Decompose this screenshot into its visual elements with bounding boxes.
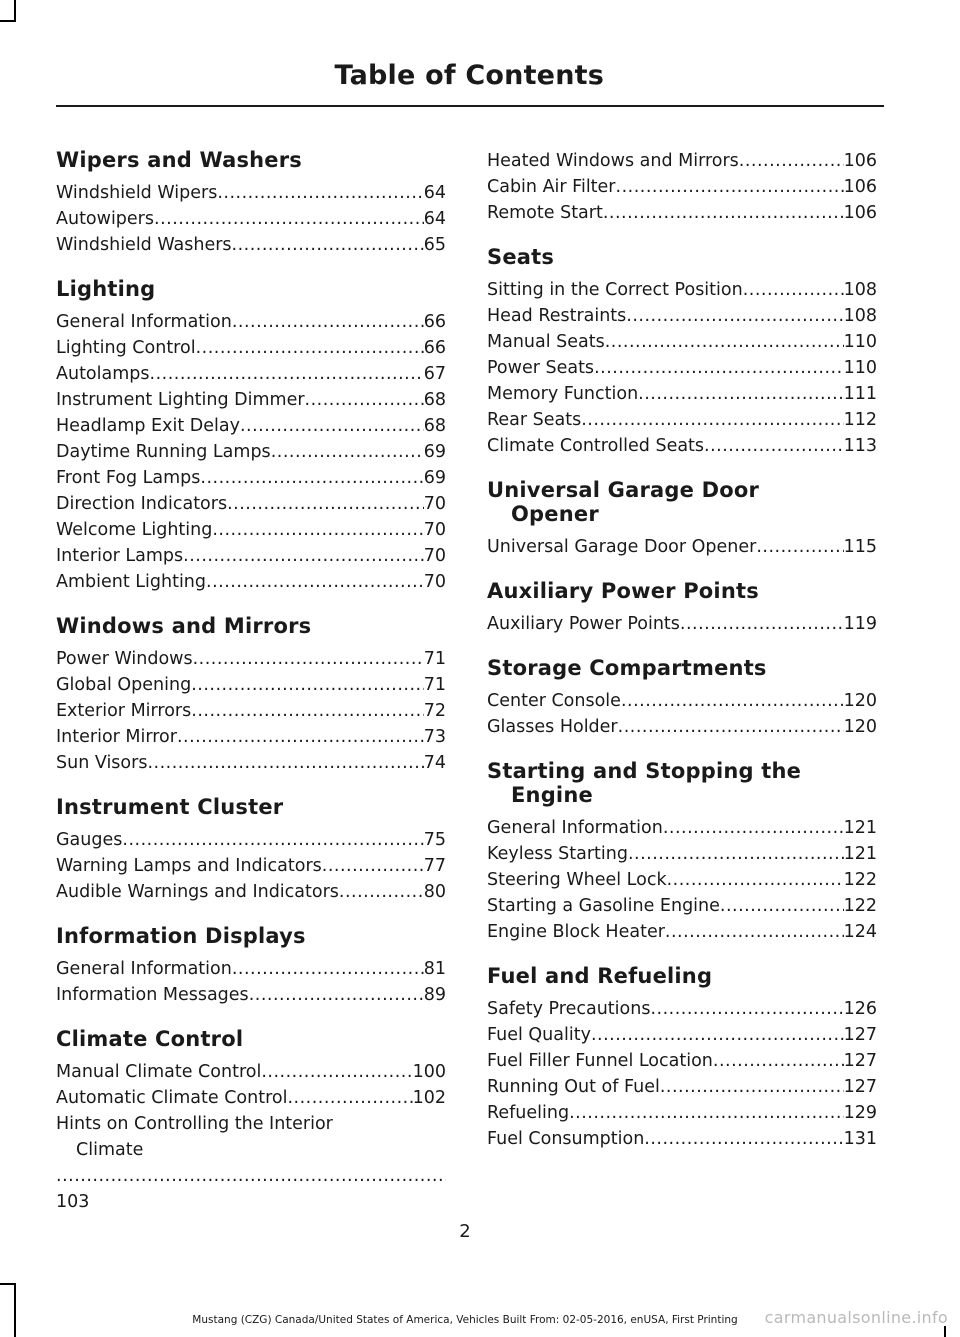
entry-title: Welcome Lighting: [56, 520, 213, 540]
section-heading-text: Starting and Stopping the: [487, 759, 802, 783]
entry-page-number: 127: [843, 1025, 877, 1045]
entry-page-number: 68: [423, 390, 446, 410]
toc-section: [487, 759, 877, 945]
toc-entry[interactable]: [56, 698, 446, 724]
entry-title: Exterior Mirrors: [56, 701, 192, 721]
crop-mark-bottom-left: [14, 1283, 16, 1337]
dot-leader: [756, 534, 843, 560]
entry-title: Power Seats: [487, 358, 595, 378]
toc-section: [56, 924, 446, 1008]
dot-leader: [232, 232, 424, 258]
dot-leader: [183, 543, 424, 569]
entry-page-number: 70: [423, 520, 446, 540]
toc-entry[interactable]: [56, 1059, 446, 1085]
dot-leader: [621, 688, 844, 714]
dot-leader: [154, 206, 424, 232]
entry-page-number: 65: [423, 235, 446, 255]
section-heading: [56, 614, 446, 638]
toc-entry[interactable]: [56, 853, 446, 879]
section-heading: [56, 795, 446, 819]
section-heading: [487, 478, 877, 526]
dot-leader: [603, 200, 844, 226]
entry-title: General Information: [56, 312, 232, 332]
entry-page-number: 113: [843, 436, 877, 456]
dot-leader: [206, 569, 424, 595]
entry-page-number: 68: [423, 416, 446, 436]
page-number: 2: [459, 1221, 471, 1242]
section-heading: [487, 245, 877, 269]
toc-entry[interactable]: [56, 309, 446, 335]
entry-page-number: 64: [423, 183, 446, 203]
section-heading: [56, 277, 446, 301]
dot-leader: [628, 841, 844, 867]
dot-leader: [271, 439, 424, 465]
entry-title: Starting a Gasoline Engine: [487, 896, 720, 916]
section-heading-text: Fuel and Refueling: [487, 964, 713, 988]
section-heading: [487, 656, 877, 680]
dot-leader: [605, 329, 844, 355]
dot-leader: [704, 433, 844, 459]
entry-page-number: 70: [423, 494, 446, 514]
dot-leader: [240, 413, 424, 439]
entry-title: Headlamp Exit Delay: [56, 416, 240, 436]
toc-entry[interactable]: [487, 996, 877, 1022]
entry-title: Audible Warnings and Indicators: [56, 882, 339, 902]
dot-leader: [616, 174, 844, 200]
toc-entry[interactable]: [56, 956, 446, 982]
toc-right-column: [487, 148, 877, 1171]
footer-text: Mustang (CZG) Canada/United States of America, Vehicles Built From: 02-05-2016, enUSA, First Printing: [192, 1314, 738, 1326]
toc-entry[interactable]: [56, 465, 446, 491]
section-heading-text-continued: Engine: [511, 783, 593, 807]
crop-mark-top-left: [14, 0, 16, 22]
entry-title: Cabin Air Filter: [487, 177, 616, 197]
toc-section: [56, 614, 446, 776]
entry-title: Information Messages: [56, 985, 249, 1005]
toc-entry[interactable]: [487, 407, 877, 433]
dot-leader: [618, 714, 844, 740]
entry-page-number: 127: [843, 1077, 877, 1097]
toc-entry[interactable]: [487, 611, 877, 637]
dot-leader: [650, 996, 843, 1022]
entry-title: Glasses Holder: [487, 717, 618, 737]
toc-entry[interactable]: [487, 329, 877, 355]
toc-entry[interactable]: [487, 174, 877, 200]
toc-entry[interactable]: [56, 982, 446, 1008]
dot-leader: [232, 309, 424, 335]
crop-mark-bottom-right: [944, 1326, 946, 1337]
section-heading: [56, 924, 446, 948]
toc-entry[interactable]: [56, 724, 446, 750]
dot-leader: [150, 361, 424, 387]
toc-entry[interactable]: [487, 1048, 877, 1074]
entry-title: Interior Mirror: [56, 727, 177, 747]
toc-entry[interactable]: [56, 672, 446, 698]
entry-page-number: 120: [843, 717, 877, 737]
section-heading-text: Universal Garage Door: [487, 478, 760, 502]
watermark-text: carmanualsonline.info: [764, 1308, 948, 1327]
entry-page-number: 81: [423, 959, 446, 979]
entry-title: Lighting Control: [56, 338, 196, 358]
entry-page-number: 70: [423, 546, 446, 566]
toc-section: [56, 1027, 446, 1215]
entry-title: Keyless Starting: [487, 844, 628, 864]
entry-page-number: 122: [843, 870, 877, 890]
toc-section: [487, 148, 877, 226]
dot-leader: [147, 750, 423, 776]
entry-title: Ambient Lighting: [56, 572, 207, 592]
entry-page-number: 71: [423, 649, 446, 669]
entry-page-number: 115: [843, 537, 877, 557]
entry-title-continued: Climate: [76, 1140, 144, 1160]
section-heading-text: Instrument Cluster: [56, 795, 284, 819]
entry-title: Global Opening: [56, 675, 192, 695]
toc-entry[interactable]: [56, 491, 446, 517]
dot-leader: [261, 1059, 412, 1085]
entry-page-number: 74: [423, 753, 446, 773]
toc-section: [487, 478, 877, 560]
entry-page-number: 66: [423, 338, 446, 358]
dot-leader: [339, 879, 424, 905]
entry-title: Sitting in the Correct Position: [487, 280, 743, 300]
entry-title: Hints on Controlling the Interior: [56, 1114, 333, 1134]
section-heading-text: Seats: [487, 245, 555, 269]
toc-entry[interactable]: [487, 688, 877, 714]
entry-page-number: 71: [423, 675, 446, 695]
toc-entry[interactable]: [56, 750, 446, 776]
entry-page-number: 121: [843, 818, 877, 838]
dot-leader: [232, 956, 424, 982]
entry-page-number: 106: [843, 203, 877, 223]
entry-page-number: 119: [843, 614, 877, 634]
entry-title: Windshield Washers: [56, 235, 232, 255]
dot-leader: [122, 827, 423, 853]
entry-page-number: 106: [843, 151, 877, 171]
dot-leader: [249, 982, 424, 1008]
section-heading-text: Storage Compartments: [487, 656, 767, 680]
entry-page-number: 67: [423, 364, 446, 384]
dot-leader: [581, 407, 843, 433]
entry-title: General Information: [487, 818, 663, 838]
entry-page-number: 77: [423, 856, 446, 876]
toc-entry[interactable]: [56, 232, 446, 258]
toc-section: [56, 277, 446, 595]
toc-entry[interactable]: [56, 413, 446, 439]
entry-title: Safety Precautions: [487, 999, 651, 1019]
dot-leader: [739, 148, 844, 174]
toc-entry[interactable]: [487, 534, 877, 560]
entry-page-number: 73: [423, 727, 446, 747]
dot-leader: [212, 517, 423, 543]
dot-leader: [287, 1085, 412, 1111]
dot-leader: [626, 303, 843, 329]
dot-leader: [713, 1048, 844, 1074]
entry-page-number: 80: [423, 882, 446, 902]
entry-page-number: 126: [843, 999, 877, 1019]
section-heading-text-continued: Opener: [511, 502, 599, 526]
entry-page-number: 131: [843, 1129, 877, 1149]
entry-page-number: 89: [423, 985, 446, 1005]
dot-leader: [638, 381, 843, 407]
entry-title: Autowipers: [56, 209, 154, 229]
dot-leader: [217, 180, 423, 206]
entry-page-number: 121: [843, 844, 877, 864]
toc-entry[interactable]: [56, 361, 446, 387]
dot-leader: [191, 698, 423, 724]
dot-leader: [663, 815, 844, 841]
toc-section: [56, 795, 446, 905]
section-heading: [487, 759, 877, 807]
entry-page-number: 120: [843, 691, 877, 711]
entry-title: Climate Controlled Seats: [487, 436, 705, 456]
entry-page-number: 129: [843, 1103, 877, 1123]
toc-entry[interactable]: [487, 893, 877, 919]
toc-entry[interactable]: [487, 148, 877, 174]
dot-leader: [227, 491, 424, 517]
toc-entry[interactable]: [487, 277, 877, 303]
entry-page-number: 108: [843, 280, 877, 300]
entry-title: Fuel Consumption: [487, 1129, 645, 1149]
toc-entry[interactable]: [487, 815, 877, 841]
entry-page-number: 110: [843, 332, 877, 352]
toc-section: [487, 579, 877, 637]
toc-section: [487, 964, 877, 1152]
entry-title: General Information: [56, 959, 232, 979]
entry-page-number: 112: [843, 410, 877, 430]
toc-entry[interactable]: [56, 387, 446, 413]
toc-entry[interactable]: [487, 355, 877, 381]
dot-leader: [177, 724, 424, 750]
toc-entry[interactable]: [56, 517, 446, 543]
entry-title: Warning Lamps and Indicators: [56, 856, 322, 876]
entry-title: Rear Seats: [487, 410, 582, 430]
entry-title: Refueling: [487, 1103, 570, 1123]
entry-page-number: 127: [843, 1051, 877, 1071]
dot-leader: [191, 672, 424, 698]
section-heading: [56, 148, 446, 172]
dot-leader: [200, 465, 423, 491]
toc-section: [487, 245, 877, 459]
entry-title: Auxiliary Power Points: [487, 614, 680, 634]
entry-title: Sun Visors: [56, 753, 148, 773]
entry-page-number: 102: [412, 1088, 446, 1108]
entry-page-number: 75: [423, 830, 446, 850]
dot-leader: [720, 893, 844, 919]
section-heading: [56, 1027, 446, 1051]
entry-page-number: 103: [56, 1192, 90, 1212]
toc-entry[interactable]: [487, 433, 877, 459]
toc-entry[interactable]: [56, 1085, 446, 1111]
section-heading-text: Information Displays: [56, 924, 306, 948]
toc-entry[interactable]: [56, 335, 446, 361]
toc-entry[interactable]: [56, 439, 446, 465]
toc-entry[interactable]: [56, 206, 446, 232]
toc-entry[interactable]: [56, 1111, 446, 1215]
toc-entry[interactable]: [487, 1074, 877, 1100]
dot-leader: [665, 919, 844, 945]
entry-title: Windshield Wipers: [56, 183, 218, 203]
entry-title: Power Windows: [56, 649, 193, 669]
dot-leader: [56, 1163, 446, 1189]
header-rule: [56, 105, 884, 107]
section-heading-text: Wipers and Washers: [56, 148, 303, 172]
entry-title: Gauges: [56, 830, 123, 850]
toc-entry[interactable]: [487, 1126, 877, 1152]
entry-title: Head Restraints: [487, 306, 627, 326]
entry-title: Fuel Quality: [487, 1025, 591, 1045]
toc-section: [487, 656, 877, 740]
entry-page-number: 124: [843, 922, 877, 942]
dot-leader: [680, 611, 844, 637]
entry-page-number: 69: [423, 468, 446, 488]
entry-title: Center Console: [487, 691, 621, 711]
toc-entry[interactable]: [56, 646, 446, 672]
entry-title: Daytime Running Lamps: [56, 442, 271, 462]
entry-page-number: 110: [843, 358, 877, 378]
entry-page-number: 64: [423, 209, 446, 229]
section-heading: [487, 579, 877, 603]
toc-entry[interactable]: [487, 867, 877, 893]
toc-entry[interactable]: [487, 1100, 877, 1126]
section-heading-text: Climate Control: [56, 1027, 244, 1051]
dot-leader: [193, 646, 424, 672]
dot-leader: [569, 1100, 844, 1126]
entry-title: Steering Wheel Lock: [487, 870, 667, 890]
dot-leader: [644, 1126, 843, 1152]
toc-entry[interactable]: [56, 543, 446, 569]
toc-entry[interactable]: [487, 381, 877, 407]
entry-page-number: 70: [423, 572, 446, 592]
entry-title: Instrument Lighting Dimmer: [56, 390, 305, 410]
toc-entry[interactable]: [487, 303, 877, 329]
entry-title: Automatic Climate Control: [56, 1088, 288, 1108]
toc-entry[interactable]: [56, 180, 446, 206]
section-heading-text: Windows and Mirrors: [56, 614, 312, 638]
section-heading-text: Lighting: [56, 277, 156, 301]
dot-leader: [196, 335, 424, 361]
crop-mark-bottom-left: [0, 1283, 16, 1285]
toc-entry[interactable]: [487, 919, 877, 945]
entry-title: Memory Function: [487, 384, 639, 404]
entry-page-number: 69: [423, 442, 446, 462]
entry-page-number: 108: [843, 306, 877, 326]
dot-leader: [743, 277, 844, 303]
toc-entry[interactable]: [487, 1022, 877, 1048]
entry-page-number: 122: [843, 896, 877, 916]
toc-entry[interactable]: [487, 714, 877, 740]
entry-title: Engine Block Heater: [487, 922, 665, 942]
toc-left-column: [56, 148, 446, 1234]
entry-title: Universal Garage Door Opener: [487, 537, 757, 557]
dot-leader: [594, 355, 844, 381]
entry-page-number: 111: [843, 384, 877, 404]
entry-title: Fuel Filler Funnel Location: [487, 1051, 713, 1071]
toc-entry[interactable]: [487, 200, 877, 226]
entry-title: Remote Start: [487, 203, 603, 223]
entry-title: Front Fog Lamps: [56, 468, 201, 488]
toc-entry[interactable]: [487, 841, 877, 867]
entry-title: Manual Seats: [487, 332, 605, 352]
entry-title: Autolamps: [56, 364, 150, 384]
entry-title: Heated Windows and Mirrors: [487, 151, 739, 171]
entry-title: Manual Climate Control: [56, 1062, 262, 1082]
section-heading-text: Auxiliary Power Points: [487, 579, 759, 603]
toc-entry[interactable]: [56, 569, 446, 595]
dot-leader: [322, 853, 424, 879]
dot-leader: [591, 1022, 844, 1048]
section-heading: [487, 964, 877, 988]
crop-mark-top-left: [0, 20, 16, 22]
entry-page-number: 66: [423, 312, 446, 332]
entry-title: Interior Lamps: [56, 546, 184, 566]
page-title: Table of Contents: [334, 60, 604, 91]
dot-leader: [660, 1074, 844, 1100]
entry-title: Direction Indicators: [56, 494, 228, 514]
toc-entry[interactable]: [56, 827, 446, 853]
entry-page-number: 100: [412, 1062, 446, 1082]
entry-page-number: 72: [423, 701, 446, 721]
toc-section: [56, 148, 446, 258]
dot-leader: [667, 867, 844, 893]
toc-entry[interactable]: [56, 879, 446, 905]
dot-leader: [305, 387, 424, 413]
entry-title: Running Out of Fuel: [487, 1077, 660, 1097]
entry-page-number: 106: [843, 177, 877, 197]
